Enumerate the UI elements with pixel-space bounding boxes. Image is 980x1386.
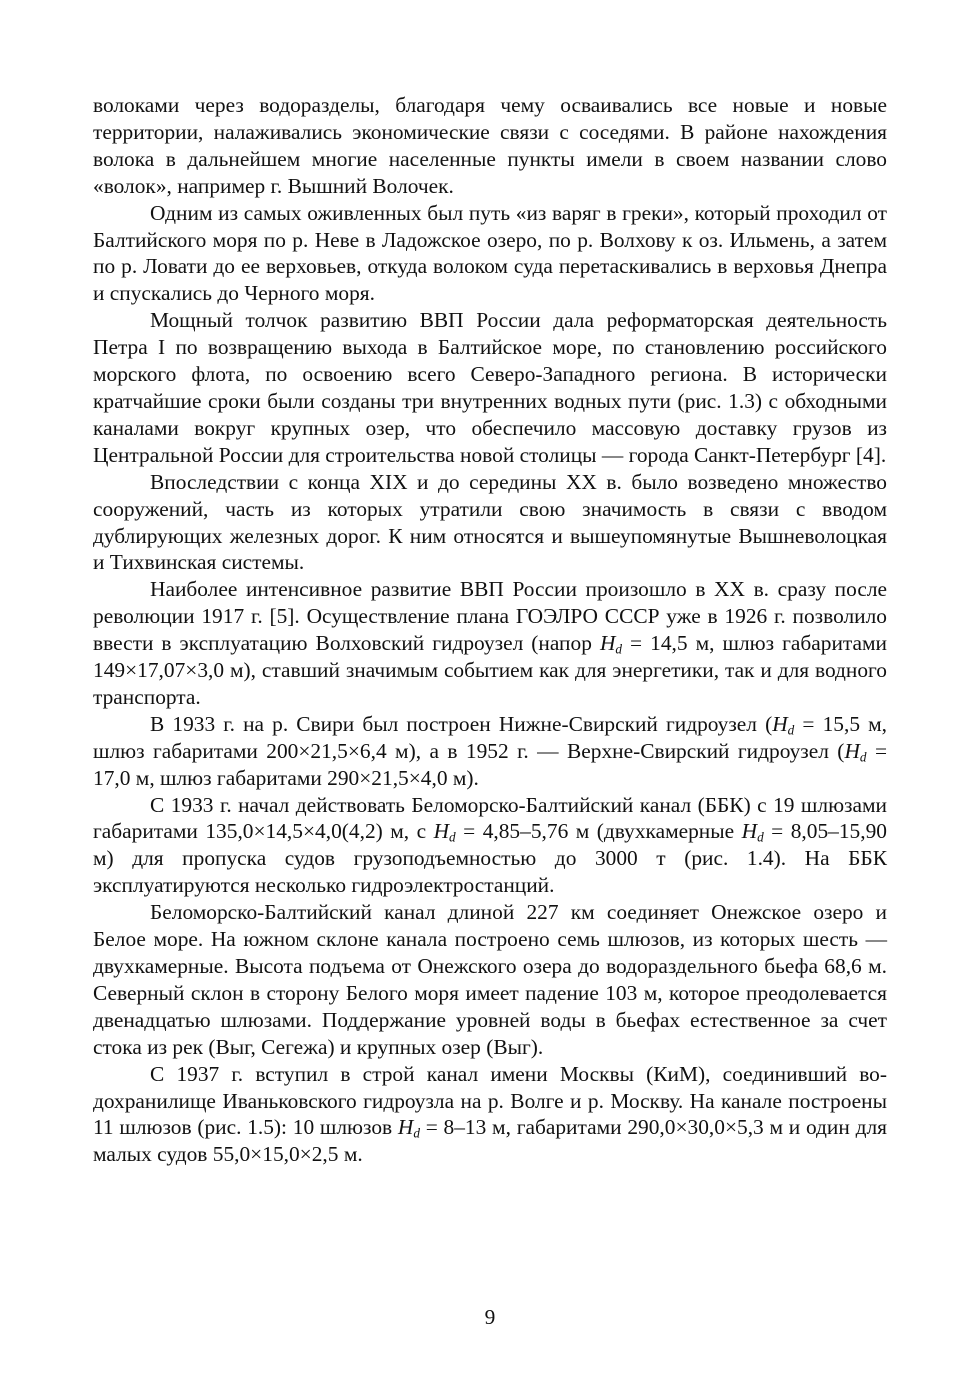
paragraph-moscow-canal [93, 1061, 887, 1169]
head-symbol [844, 739, 866, 763]
page-number: 9 [484, 1305, 496, 1329]
paragraph-text: = 15,5 м, шлюз габаритами 200×21,5×6,4 м), а в 1952 г. — Верхне-Свирский гидроузел ( [93, 711, 887, 763]
paragraph-text: = 14,5 м, шлюз габаритами 149×17,07×3,0 м), ставший значимым событием как для энергетики, так и для водного транспорта. [93, 631, 887, 709]
paragraph-text: Одним из самых оживленных был путь «из варяг в греки», который проходил от Балтийского моря по р. Неве в Ладожское озеро, по р. Волхову к оз. Ильмень, а затем по р. Ловати до ее верховьев, откуда волоком суда перетаскивались в верховья Днепра и спускались до Черного моря. [93, 200, 887, 306]
paragraph-text: В 1933 г. на р. Свири был построен Нижне-Свирский гидроузел ( [150, 711, 773, 736]
paragraph-bbk-canal [93, 792, 887, 900]
symbol-base: H [599, 631, 616, 656]
paragraph-text: = 4,85–5,76 м (двухкамерные [463, 819, 735, 844]
paragraph-text: Впоследствии с конца XIX и до середины XX в. было возведено множество сооружений, часть из которых утратили свою значимость в связи с вводом дублирующих железных дорог. К ним относятся и вышеупомянутые Вышневолоцкая и Тихвинская системы. [93, 469, 887, 575]
paragraph-svir-hydro [93, 711, 887, 792]
paragraph-19th-20th-century [93, 469, 887, 577]
head-symbol [772, 712, 794, 736]
head-symbol [398, 1115, 420, 1139]
head-symbol [600, 631, 622, 655]
page-body [93, 92, 887, 1168]
paragraph-text: С 1933 г. начал действовать Беломорско-Балтийский канал (ББК) с 19 шлюзами габаритами 135,0×14,5×4,0(4,2) м, с [93, 792, 887, 844]
paragraph-text: = 17,0 м, шлюз габаритами 290×21,5×4,0 м). [93, 738, 888, 790]
head-symbol [434, 819, 456, 843]
symbol-subscript: d [615, 641, 623, 657]
paragraph-peter-the-great [93, 307, 887, 468]
paragraph-text: Наиболее интенсивное развитие ВВП России произошло в XX в. сразу после революции 1917 г. [5]. Осуществление плана ГОЭЛРО СССР уже в 1926 г. позволило ввести в эксплуатацию Волховский гидроузел (напор [93, 577, 887, 656]
symbol-base: H [844, 738, 860, 763]
symbol-subscript: d [859, 749, 867, 765]
symbol-subscript: d [449, 829, 456, 845]
symbol-subscript: d [413, 1125, 420, 1141]
paragraph-varangian-route [93, 200, 887, 308]
symbol-subscript: d [757, 829, 764, 845]
paragraph-text: = 8–13 м, габаритами 290,0×30,0×5,3 м и один для малых судов 55,0×15,0×2,5 м. [93, 1115, 887, 1167]
paragraph-volkhov-hydro [93, 576, 887, 711]
symbol-base: H [741, 819, 758, 844]
symbol-base: H [397, 1115, 414, 1140]
paragraph-text: волоками через водоразделы, благодаря чему осваивались все новые и новые территории, налаживались экономические связи с соседями. В районе нахождения волока в дальнейшем многие населенные пункты имели в своем названии слово «волок», например г. Вышний Волочек. [93, 93, 887, 198]
symbol-base: H [772, 711, 788, 736]
symbol-subscript: d [787, 722, 795, 738]
paragraph-text: = 8,05–15,90 м) для пропуска судов грузоподъемностью до 3000 т (рис. 1.4). На ББК эксплуатируются несколько гидроэлектростанций. [93, 819, 887, 898]
paragraph-text: Мощный толчок развитию ВВП России дала реформаторская деятельность Петра I по возвращению выхода в Балтийское море, по становлению российского морского флота, по освоению всего Северо-Западного региона. В исторически кратчайшие сроки были созданы три внутренних водных пути (рис. 1.3) с обходными каналами вокруг крупных озер, что обеспечило массовую доставку грузов из Центральной России для строительства новой столицы — города Санкт-Петербург [4]. [93, 308, 887, 467]
paragraph-text: С 1937 г. вступил в строй канал имени Москвы (КиМ), соединивший водохранилище Иваньковского гидроузла на р. Волге и р. Москву. На канале построены 11 шлюзов (рис. 1.5): 10 шлюзов [93, 1061, 887, 1140]
symbol-base: H [433, 819, 450, 844]
paragraph-text: Беломорско-Балтийский канал длиной 227 км соединяет Онежское озеро и Белое море. На южном склоне канала построено семь шлюзов, из которых шесть — двухкамерные. Высота подъема от Онежского озера до водораздельного бьефа 68,6 м. Северный склон в сторону Белого моря имеет падение 103 м, которое преодолевается двенадцатью шлюзами. Поддержание уровней воды в бьефах естественное за счет стока из рек (Выг, Сегежа) и крупных озер (Выг). [93, 900, 887, 1059]
paragraph-portages [93, 92, 887, 200]
paragraph-bbk-description [93, 899, 887, 1060]
head-symbol [742, 819, 764, 843]
